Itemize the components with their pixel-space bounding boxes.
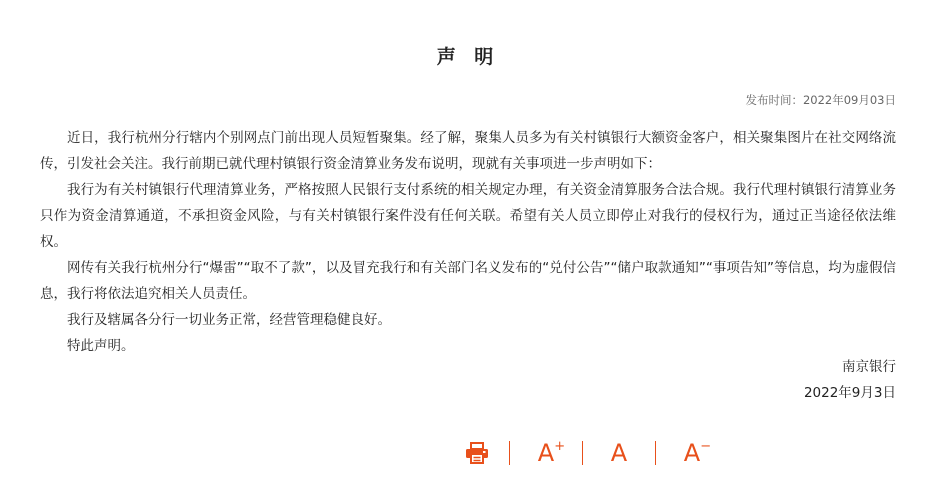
signature-org: 南京银行	[842, 359, 896, 375]
font-larger-icon: A +	[537, 439, 566, 467]
article-body	[40, 125, 896, 359]
font-smaller-button[interactable]	[673, 436, 711, 470]
toolbar-divider	[509, 441, 510, 465]
signature-block	[804, 354, 896, 406]
publish-time-value: 2022年09月03日	[802, 93, 896, 107]
paragraph: 我行及辖属各分行一切业务正常，经营管理稳健良好。	[67, 312, 391, 328]
publish-time	[745, 92, 896, 108]
font-larger-button[interactable]	[527, 436, 565, 470]
toolbar-divider	[582, 441, 583, 465]
publish-time-label: 发布时间：	[745, 93, 803, 107]
signature-date: 2022年9月3日	[803, 385, 896, 401]
print-icon	[465, 442, 489, 464]
paragraph: 特此声明。	[67, 338, 135, 354]
font-normal-button[interactable]	[600, 436, 638, 470]
print-button[interactable]	[462, 436, 492, 470]
paragraph: 我行为有关村镇银行代理清算业务，严格按照人民银行支付系统的相关规定办理，有关资金清算服务合法合规。我行代理村镇银行清算业务只作为资金清算通道，不承担资金风险，与有关村镇银行案件没有任何关联。希望有关人员立即停止对我行的侵权行为，通过正当途径依法维权。	[40, 182, 896, 250]
announcement-article	[40, 0, 896, 488]
reading-toolbar	[462, 436, 711, 470]
paragraph: 近日，我行杭州分行辖内个别网点门前出现人员短暂聚集。经了解，聚集人员多为有关村镇银行大额资金客户，相关聚集图片在社交网络流传，引发社会关注。我行前期已就代理村镇银行资金清算业务发布说明，现就有关事项进一步声明如下：	[40, 130, 896, 172]
page-title: 声 明	[436, 46, 500, 68]
paragraph: 网传有关我行杭州分行“爆雷”“取不了款”，以及冒充我行和有关部门名义发布的“兑付公告”“储户取款通知”“事项告知”等信息，均为虚假信息，我行将依法追究相关人员责任。	[40, 260, 896, 302]
toolbar-divider	[655, 441, 656, 465]
font-normal-icon: A	[610, 439, 628, 467]
font-smaller-icon: A −	[683, 439, 712, 467]
